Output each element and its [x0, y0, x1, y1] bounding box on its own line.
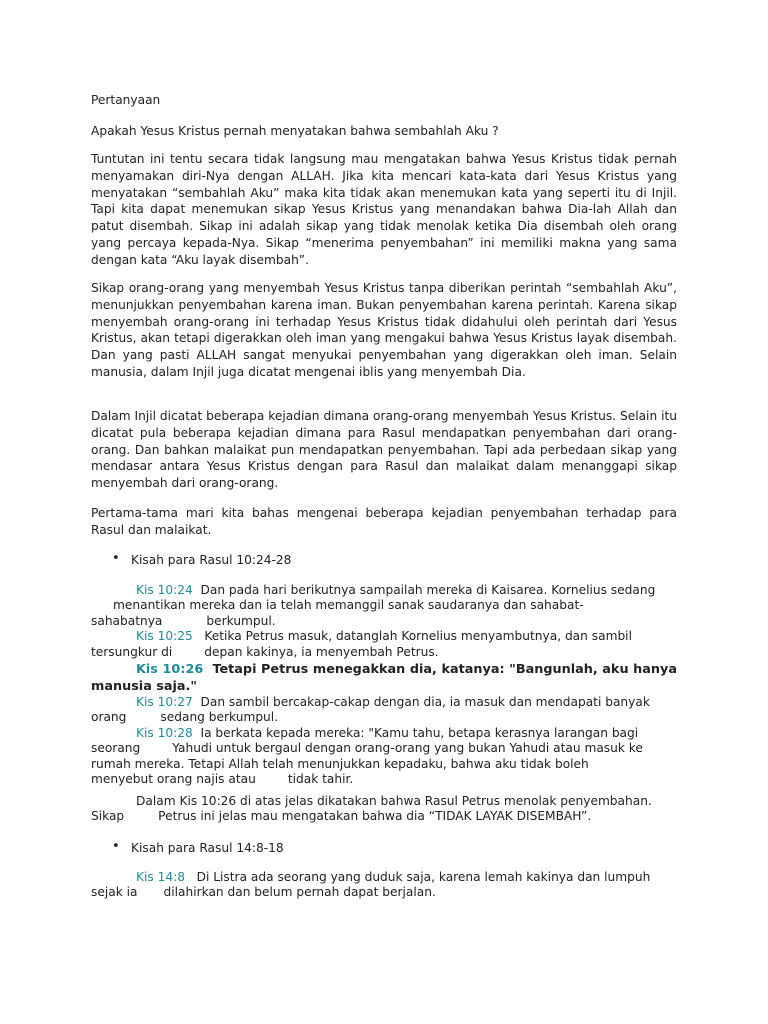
paragraph-2: Sikap orang-orang yang menyembah Yesus Kristus tanpa diberikan perintah “sembahlah Aku”, menunjukkan penyembahan karena iman. Bukan penyembahan karena perintah. Karena sikap menyembah orang-orang ini terhadap Yesus Kristus tidak didahului oleh perintah dari Yesus Kristus, akan tetapi digerakkan oleh iman yang mengakui bahwa Yesus Kristus layak disembah. Dan yang pasti ALLAH sangat menyukai penyembahan yang digerakkan oleh iman. Selain manusia, dalam Injil juga dicatat mengenai iblis yang menyembah Dia. [91, 281, 677, 379]
verse-text: menyebut orang najis atau [91, 772, 256, 787]
bullet-marker: • [112, 551, 120, 566]
verse-line [91, 870, 677, 885]
verse-line [91, 645, 677, 660]
verse-line [91, 741, 677, 756]
paragraph-4: Pertama-tama mari kita bahas mengenai beberapa kejadian penyembahan terhadap para Rasul dan malaikat. [91, 506, 677, 537]
verse-ref[interactable]: Kis 14:8 [136, 870, 185, 884]
verse-line [91, 629, 677, 644]
verse-line [91, 614, 677, 629]
verse-text: sejak ia [91, 885, 138, 900]
verse-text: dilahirkan dan belum pernah dapat berjalan. [163, 885, 436, 900]
verse-ref[interactable]: Kis 10:28 [136, 725, 193, 740]
conclusion-line [91, 794, 677, 809]
verse-text: sedang berkumpul. [160, 710, 279, 725]
verse-text: menantikan mereka dan ia telah memanggil sanak saudaranya dan sahabat- [113, 598, 584, 613]
paragraph-3: Dalam Injil dicatat beberapa kejadian dimana orang-orang menyembah Yesus Kristus. Selain itu dicatat pula beberapa kejadian dimana para Rasul mendapatkan penyembahan dari orang-orang. Dan bahkan malaikat pun mendapatkan penyembahan. Tapi ada perbedaan sikap yang mendasar antara Yesus Kristus dengan para Rasul dan malaikat dalam menanggapi sikap menyembah dari orang-orang. [91, 409, 677, 491]
verse-ref[interactable]: Kis 10:27 [136, 695, 193, 710]
verse-text: Dan pada hari berikutnya sampailah mereka di Kaisarea. Kornelius sedang [200, 583, 656, 597]
verse-line [91, 598, 677, 613]
verse-text: orang [91, 710, 127, 725]
verse-text: tersungkur di [91, 644, 173, 659]
verse-line [91, 726, 677, 741]
verses-acts-14 [91, 870, 677, 901]
verse-line [91, 583, 677, 598]
verse-text: Dan sambil bercakap-cakap dengan dia, ia masuk dan mendapati banyak [200, 695, 650, 710]
paragraph-1: Tuntutan ini tentu secara tidak langsung mau mengatakan bahwa Yesus Kristus tidak pernah menyamakan diri-Nya dengan ALLAH. Jika kita mencari kata-kata dari Yesus Kristus yang menyatakan “sembahlah Aku” maka kita tidak akan menemukan kata yang seperti itu di Injil. Tapi kita dapat menemukan sikap Yesus Kristus yang menandakan bahwa Dia-lah Allah dan patut disembah. Sikap ini adalah sikap yang tidak menolak ketika Dia disembah oleh orang yang percaya kepada-Nya. Sikap “menerima penyembahan” ini memiliki makna yang sama dengan kata “Aku layak disembah”. [91, 152, 677, 267]
verse-text: seorang [91, 741, 141, 756]
question: Apakah Yesus Kristus pernah menyatakan bahwa sembahlah Aku ? [91, 124, 499, 138]
conclusion-paragraph [91, 794, 677, 825]
bullet-marker: • [112, 839, 120, 854]
verse-line [91, 757, 677, 772]
conclusion-line [91, 809, 677, 824]
conclusion-text: Dalam Kis 10:26 di atas jelas dikatakan bahwa Rasul Petrus menolak penyembahan. [136, 794, 652, 808]
verse-text: sahabatnya [91, 613, 163, 628]
verse-text: rumah mereka. Tetapi Allah telah menunjukkan kepadaku, bahwa aku tidak boleh [91, 756, 589, 771]
verse-line [91, 885, 677, 900]
verse-line [91, 695, 677, 710]
conclusion-text: Petrus ini jelas mau mengatakan bahwa dia “TIDAK LAYAK DISEMBAH”. [158, 809, 592, 824]
verse-text: Di Listra ada seorang yang duduk saja, karena lemah kakinya dan lumpuh [196, 870, 651, 884]
verse-text: tidak tahir. [287, 772, 354, 787]
verse-line-emphasis [91, 662, 677, 695]
verse-line [91, 710, 677, 725]
verse-text: Ketika Petrus masuk, datanglah Kornelius menyambutnya, dan sambil [204, 629, 632, 644]
verse-ref[interactable]: Kis 10:24 [136, 583, 193, 597]
conclusion-text: Sikap [91, 809, 125, 824]
verse-text: Ia berkata kepada mereka: "Kamu tahu, betapa kerasnya larangan bagi [200, 725, 639, 740]
verse-ref[interactable]: Kis 10:25 [136, 629, 193, 644]
verse-ref[interactable]: Kis 10:26 [136, 662, 204, 678]
bullet-1-label: Kisah para Rasul 10:24-28 [131, 553, 292, 567]
verse-text: depan kakinya, ia menyembah Petrus. [204, 644, 439, 659]
verse-line [91, 772, 677, 787]
verse-text: berkumpul. [206, 613, 276, 628]
heading: Pertanyaan [91, 93, 161, 107]
bullet-2-label: Kisah para Rasul 14:8-18 [131, 841, 284, 855]
verses-acts-10 [91, 583, 677, 787]
verse-text: Yahudi untuk bergaul dengan orang-orang yang bukan Yahudi atau masuk ke [172, 741, 643, 756]
verse-text: Tetapi Petrus menegakkan dia, katanya: "Bangunlah, aku hanya manusia saja." [91, 662, 677, 694]
